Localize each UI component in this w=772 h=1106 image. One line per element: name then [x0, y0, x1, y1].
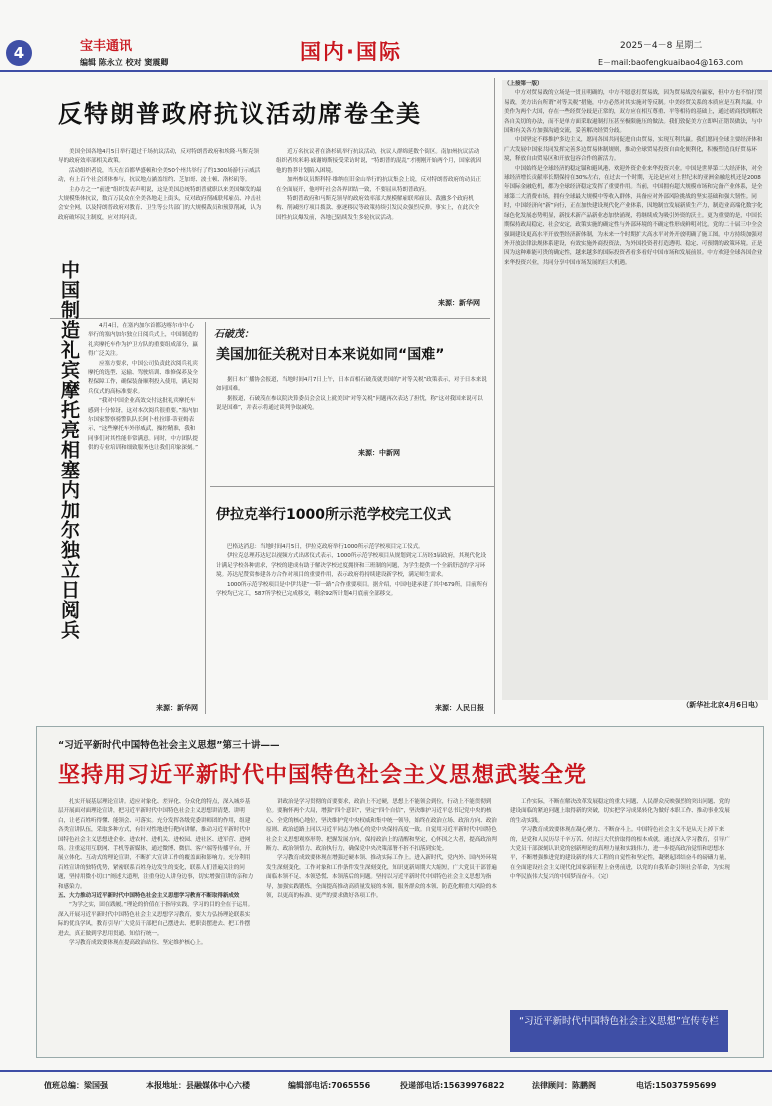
- paragraph: 1000所示范学校项目是中伊共建“一带一路”合作重要项目。据介绍，中国电建承建了其中679所，目前所有学校均已完工，587所学校已完成移交，剩余92所计划4月底前全部移交。: [216, 581, 488, 598]
- footer: [0, 1070, 772, 1096]
- paragraph: 美国全国各地4月5日举行超过千场抗议活动，反对特朗普政府和埃隆·马斯克领导的政府效率部相关政策。: [58, 149, 259, 165]
- story2-source: 来源：新华网: [156, 704, 198, 712]
- story1-headline: 反特朗普政府抗议活动席卷全美: [58, 99, 422, 128]
- paragraph: 巴格达消息：当地时间4月5日，伊拉克政府举行1000所示范学校项目完工仪式。: [227, 544, 424, 550]
- paragraph: 活动组织者说，当天在首都华盛顿和全美50个州共举行了约1300场游行示威活动，有上百个社会团体参与，抗议地点涵盖纽约、芝加哥、波士顿、洛杉矶等。: [58, 167, 261, 184]
- story5-source: （新华社北京4月6日电）: [682, 701, 762, 709]
- story1-source: 来源：新华网: [438, 299, 480, 307]
- story2-vertical-headline: 中国制造礼宾摩托亮相塞内加尔独立日阅兵: [58, 260, 80, 640]
- feature-column-1: [58, 798, 254, 1048]
- paragraph: “我对中国企业高效交付这批礼宾摩托车感到十分惊讶，这对本次阅兵很重要。”塞内加尔国家警察骑警队队长阿卜杜拉耶·蒂亚姆表示，“这些摩托车外形威武，操控精准，我和同事们对其性能非常满意。同时，中方团队提供的专业培训和细致服务也让我们印象深刻。”: [88, 398, 198, 452]
- section-heading: 五、大力推动习近平新时代中国特色社会主义思想学习教育不断取得新成效: [58, 893, 240, 900]
- feature-series-title: “习近平新时代中国特色社会主义思想”第三十讲——: [58, 740, 280, 751]
- paragraph: 中方对贸易战的立场是一贯且明确的，中方不愿意打贸易战，因为贸易战没有赢家，但中方也不怕打贸易战，美方出台所谓“对等关税”措施，中方必然对其实施对等反制。中美经贸关系的本质应是互利共赢。中美作为两个大国，存在一些经贸分歧是正常的，双方应在相互尊重、平等相待的基础上，通过磋商找到解决各自关切的办法，而不是单方面采取遏制打压甚至极限施压的做法。我们敦促美方立即纠正错误做法，与中国和有关各方加强沟通交流，妥善解决经贸分歧。: [504, 90, 763, 135]
- footer-edit-phone: 编辑部电话:7065556: [288, 1081, 371, 1090]
- paragraph: 据日本广播协会报道，当地时间4月7日上午，日本首相石破茂就美国的“对等关税”政策表示，对于日本来说如同国难。: [216, 377, 487, 393]
- story4-headline: 伊拉克举行1000所示范学校完工仪式: [216, 507, 451, 523]
- story5-body: [502, 80, 768, 700]
- footer-legal-advisor: 法律顾问：陈鹏阁: [532, 1081, 596, 1090]
- paragraph: 扎实开展基层理论宣讲。适应对象化、差异化、分众化的特点，深入城乡基层开展面对面理论宣讲，把习近平新时代中国特色社会主义思想讲清楚、讲明白，让老百姓听得懂、能领会、可落实。充分发挥各级党委讲师团的作用，组建各类宣讲队伍，采取多种方式，有针对性地进行靶向讲解，推动习近平新时代中国特色社会主义思想进企业、进农村、进机关、进校园、进社区、进军营、进网络。注重运用互联网、手机等新媒体，通过微博、微信、客户端等传播平台，开展立体化、互动式的理论宣讲，不断扩大宣讲工作的覆盖面和影响力。充分利用百姓宣讲的独特优势，紧密联系百姓身边发生的变化，联系人们普遍关注的问题，坚持用微小切口“阐述大道理，注重身边人讲身边事，切实增强宣讲的亲和力和感染力。: [58, 799, 254, 890]
- story3-kicker: 石破茂：: [214, 329, 254, 340]
- footer-address: 本报地址：县融媒体中心六楼: [146, 1081, 250, 1090]
- paragraph: 4月4日，在塞内加尔首都达喀尔市中心举行的塞内加尔独立日阅兵式上，中国制造的礼宾摩托车作为护卫方队的重要组成部分，赢得广泛关注。: [88, 323, 198, 358]
- paragraph: “为学之实，固在践履。”理论的价值在于指导实践，学习的目的全在于运用。深入开展习近平新时代中国特色社会主义思想学习教育，要大力弘扬理论联系实际的优良学风，教育引导广大党员干部把自己摆进去、把职责摆进去、把工作摆进去，真正做到学思用贯通、知信行统一。: [58, 902, 254, 937]
- divider: [50, 318, 490, 319]
- paragraph: 工作实际，不断在解决改革发展稳定的重大问题、人民群众反映强烈的突出问题、党的建设面临的紧迫问题上取得新的突破，切实把学习成果转化为做好本职工作、推动事业发展的生动实践。: [510, 799, 730, 824]
- feature-column-tag: “习近平新时代中国特色社会主义思想”宣传专栏: [510, 1010, 728, 1052]
- paragraph: 据报道，石破茂在参议院决算委员会会议上就美国“对等关税”问题再次表达了担忧，称“这对我国来说可以说是国难”，并表示将通过谈判争取减免。: [216, 395, 483, 412]
- footer-delivery-phone: 投递部电话:15639976822: [400, 1081, 505, 1090]
- section-title: 国内·国际: [300, 40, 402, 64]
- footer-print-phone: 电话:15037595699: [636, 1081, 717, 1090]
- story1-column-2: [276, 148, 484, 296]
- divider: [205, 322, 206, 714]
- header-rule: [0, 70, 772, 72]
- story1-column-1: [58, 148, 262, 308]
- story4-body: [216, 543, 488, 703]
- feature-headline: 坚持用习近平新时代中国特色社会主义思想武装全党: [58, 762, 588, 788]
- paragraph: 中国坚定不移推护多边主义，愿同各国共同促进自由贸易，实现互利共赢。我们愿同全球主要经济体和广大发展中国家共同发挥完善多边贸易体制规则，推动全球贸易投资自由化便利化，积极塑造良好贸易环境，释放自由贸易区和开放包容合作的新活力。: [504, 137, 763, 163]
- story2-body: [88, 322, 198, 707]
- story4-source: 来源：人民日报: [435, 704, 484, 712]
- masthead: 宝丰通讯: [80, 39, 133, 54]
- paragraph: 学习教育成效要体现在增强过硬本领、推动实际工作上。进入新时代，党内外、国内外环境发生深刻变化，工作对象和工作条件发生深刻变化，知识更新周期大大缩短，广大党员干部普遍面临本领不足、本领恐慌、本领落后的问题。坚持以习近平新时代中国特色社会主义思想为指导，加强实践锻炼，全面提高推动高质量发展的本领、服务群众的本领、防范化解重大风险的本领，以更高的标准、更严的要求做好各项工作。: [266, 855, 497, 900]
- paragraph: 主办方之一“前进”组织发表声明说，这是美国总统特朗普就职以来美国爆发的最大规模集体抗议，数百万民众在全美各地走上街头，反对政府削减联邦雇员、冲击社会安全网，以及特朗普政府对教育、卫生等公共部门的大规模裁员和预算削减，认为政府破坏民主制度，应对其问责。: [58, 186, 262, 221]
- paragraph: 加州参议员斯科特·维纳在旧金山举行的抗议集会上说，反对特朗普政府的动员正在全面展开，他呼吁社会各界团结一致，不要屈从特朗普政府。: [276, 177, 481, 193]
- page-number: 4: [6, 40, 32, 66]
- divider: [210, 486, 494, 487]
- story5-lead: （上接第一版）: [504, 81, 543, 87]
- feature-column-3: [510, 798, 730, 1004]
- paragraph: 讲政治是学习贯彻的首要要求，政治上不过硬，思想上不能领会到位，行动上不能贯彻到位。要胸怀两个大局，增强“四个意识”，坚定“四个自信”，坚决维护习近平总书记党中央的核心、全党的核心地位，坚决维护党中央权威和集中统一领导，始终在政治立场、政治方向、政治原则、政治道路上同以习近平同志为核心的党中央保持高度一致。自觉用习近平新时代中国特色社会主义思想观察形势、把握发展方向，保持政治上的清醒和坚定，心怀国之大者，提高政治判断力、政治领悟力、政治执行力，确保党中央决策部署不折不扣落到实处。: [266, 799, 497, 853]
- paragraph: 学习教育成效要体现在凝心聚力、不断奋斗上。中国特色社会主义不是从天上掉下来的，是党和人民历尽千辛万苦、付出巨大代价取得的根本成就。通过深入学习教育，引导广大党员干部深刻认识党的创新理论的真理力量和实践伟力，进一步提高政治觉悟和思想水平，不断增强推进党的建设新的伟大工程的自觉性和坚定性，凝聚起团结奋斗的磅礴力量，在全面建设社会主义现代化国家新征程上奋勇前进，以党的自我革命引领社会革命，为实现中华民族伟大复兴的中国梦而奋斗。（完）: [510, 827, 730, 881]
- divider: [494, 78, 495, 714]
- contact-email: E－mail:baofengkuaibao4@163.com: [598, 58, 744, 67]
- feature-column-2: [266, 798, 498, 1048]
- story3-source: 来源：中新网: [358, 449, 400, 457]
- paragraph: 学习教育成效要体现在提高政治站位、坚定维护核心上。: [69, 940, 207, 947]
- paragraph: 近万名抗议者在洛杉矶举行抗议活动，抗议人群绵延数个街区。南加州抗议活动组织者埃米莉·戚谢姆斯接受采访时说，“特朗普的混乱”才刚刚开始两个月，国家就因他的鲁莽计划陷入困境。: [276, 149, 482, 174]
- story3-headline: 美国加征关税对日本来说如同“国难”: [216, 347, 445, 363]
- paragraph: 伊拉克总理苏达尼以视频方式出席仪式表示，1000所示范学校项目从规划到完工历经3届政府，其现代化设计满足学校各种需求，学校的建成有助于解决学校过度拥挤和三班制的问题，为学生提供一个全新舒适的学习环境。苏达尼赞赏参建各方合作对项目的重要作用，表示政府将持续建设新学校，满足师生需求。: [216, 553, 487, 579]
- footer-duty-editor: 值班总编：梁国强: [44, 1081, 108, 1090]
- paragraph: 应塞方要求，中国公司负责此次阅兵礼宾摩托的选型、运输、驾驶培训、维修保养及全程保障工作，确保装备顺利投入使用，满足阅兵仪式的高标准要求。: [88, 360, 198, 395]
- editor-credits: 编辑 陈永立 校对 窦震卿: [80, 58, 169, 67]
- paragraph: 中国始终是全球经济的稳定锚和避风港，欢迎外资企业来华投资兴业。中国是世界第二大经济体，对全球经济增长贡献率长期保持在30%左右，在过去一个时期，无论是应对上世纪末的亚洲金融危机还是2008年国际金融危机，都为全球经济稳定发挥了重要作用。当前，中国拥有超大规模市场和完备产业体系，是全球第二大消费市场，拥有全球最大规模中等收入群体，具备应对外部风险挑战的坚实基础和强大韧性。同时，中国经济向“新”向行，正在加快建设现代化产业体系，因地制宜发展新质生产力，制造业高端化数字化绿色化发展态势明显，新技术新产品新业态加快涌现，将继续成为吸引外资的沃土。更为重要的是，中国长期保持政局稳定、社会安定，政策实施的确定性与外部环境的不确定性形成鲜明对比。党的二十届三中全会强调建设更高水平开放型经济新体制，为未来一个时期扩大高水平对外开放明确了施工图。中方持续加强对外开放法律法规体系建设，有效实施外商投资法，为外国投资者打造透明、稳定、可预期的政策环境。正是因为这种难能可贵的确定性，越来越多的国际投资者看多看好中国市场和发展前景。中方欢迎全球各国企业来华投资兴业，共同分享中国市场发展的巨大机遇。: [504, 165, 763, 266]
- paragraph: 特朗普政府和马斯克领导的政府效率部大规模解雇联邦雇员、裁撤多个政府机构、削减医疗项目拨款、驱逐移民等政策持续引发民众强烈反弹。事实上，在此次全国性抗议爆发前，各地已陆续发生多轮抗议活动。: [276, 196, 480, 221]
- story3-body: [216, 376, 488, 446]
- issue-date: 2025－4－8 星期二: [620, 41, 703, 51]
